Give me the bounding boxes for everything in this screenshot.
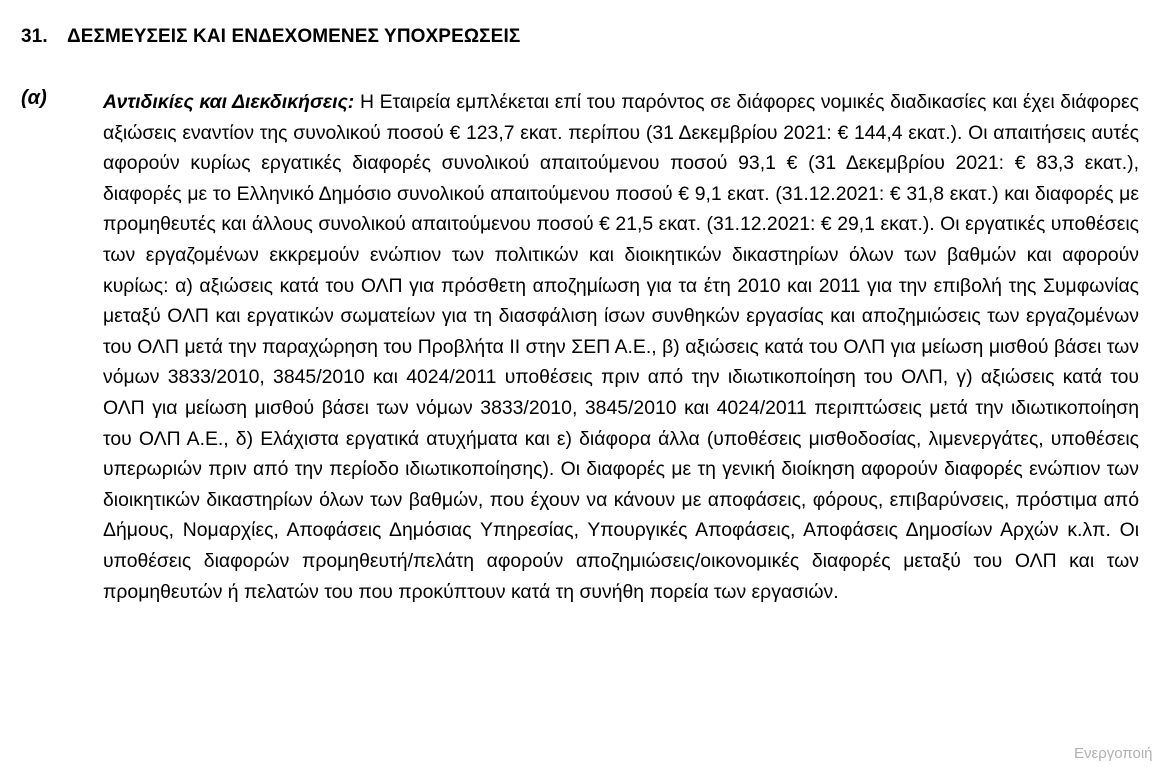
section-number: 31. [21, 26, 48, 47]
section-heading [21, 26, 520, 48]
item-label: (α) [21, 87, 47, 109]
activation-watermark: Ενεργοποιή [1074, 745, 1153, 762]
section-title: ΔΕΣΜΕΥΣΕΙΣ ΚΑΙ ΕΝΔΕΧΟΜΕΝΕΣ ΥΠΟΧΡΕΩΣΕΙΣ [67, 26, 521, 47]
item-paragraph [103, 87, 1139, 607]
item-lead: Αντιδικίες και Διεκδικήσεις: [103, 91, 355, 113]
item-body: Η Εταιρεία εμπλέκεται επί του παρόντος σε διάφορες νομικές διαδικασίες και έχει διάφορες αξιώσεις εναντίον της συνολικού ποσού € 123,7 εκατ. περίπου (31 Δεκεμβρίου 2021: € 144,4 εκατ.). Οι απαιτήσεις αυτές αφορούν κυρίως εργατικές διαφορές συνολικού απαιτούμενου ποσού 93,1 € (31 Δεκεμβρίου 2021: € 83,3 εκατ.), διαφορές με το Ελληνικό Δημόσιο συνολικού απαιτούμενου ποσού € 9,1 εκατ. (31.12.2021: € 31,8 εκατ.) και διαφορές με προμηθευτές και άλλους συνολικού απαιτούμενου ποσού € 21,5 εκατ. (31.12.2021: € 29,1 εκατ.). Οι εργατικές υποθέσεις των εργαζομένων εκκρεμούν ενώπιον των πολιτικών και διοικητικών δικαστηρίων όλων των βαθμών και αφορούν κυρίως: α) αξιώσεις κατά του ΟΛΠ για πρόσθετη αποζημίωση για τα έτη 2010 και 2011 για την επιβολή της Συμφωνίας μεταξύ ΟΛΠ και εργατικών σωματείων για τη διασφάλιση ίσων συνθηκών εργασίας και αποζημιώσεις των εργαζομένων του ΟΛΠ μετά την παραχώρηση του Προβλήτα ΙΙ στην ΣΕΠ Α.Ε., β) αξιώσεις κατά του ΟΛΠ για μείωση μισθού βάσει των νόμων 3833/2010, 3845/2010 και 4024/2011 υποθέσεις πριν από την ιδιωτικοποίηση του ΟΛΠ, γ) αξιώσεις κατά του ΟΛΠ για μείωση μισθού βάσει των νόμων 3833/2010, 3845/2010 και 4024/2011 περιπτώσεις μετά την ιδιωτικοποίηση του ΟΛΠ Α.Ε., δ) Ελάχιστα εργατικά ατυχήματα και ε) διάφορα άλλα (υποθέσεις μισθοδοσίας, λιμενεργάτες, υποθέσεις υπερωριών πριν από την περίοδο ιδιωτικοποίησης). Οι διαφορές με τη γενική διοίκηση αφορούν διαφορές ενώπιον των διοικητικών δικαστηρίων όλων των βαθμών, που έχουν να κάνουν με αποφάσεις, φόρους, επιβαρύνσεις, πρόστιμα από Δήμους, Νομαρχίες, Αποφάσεις Δημόσιας Υπηρεσίας, Υπουργικές Αποφάσεις, Αποφάσεις Δημοσίων Αρχών κ.λπ. Οι υποθέσεις διαφορών προμηθευτή/πελάτη αφορούν αποζημιώσεις/οικονομικές διαφορές μεταξύ του ΟΛΠ και των προμηθευτών ή πελατών του που προκύπτουν κατά τη συνήθη πορεία των εργασιών. [103, 91, 1139, 603]
